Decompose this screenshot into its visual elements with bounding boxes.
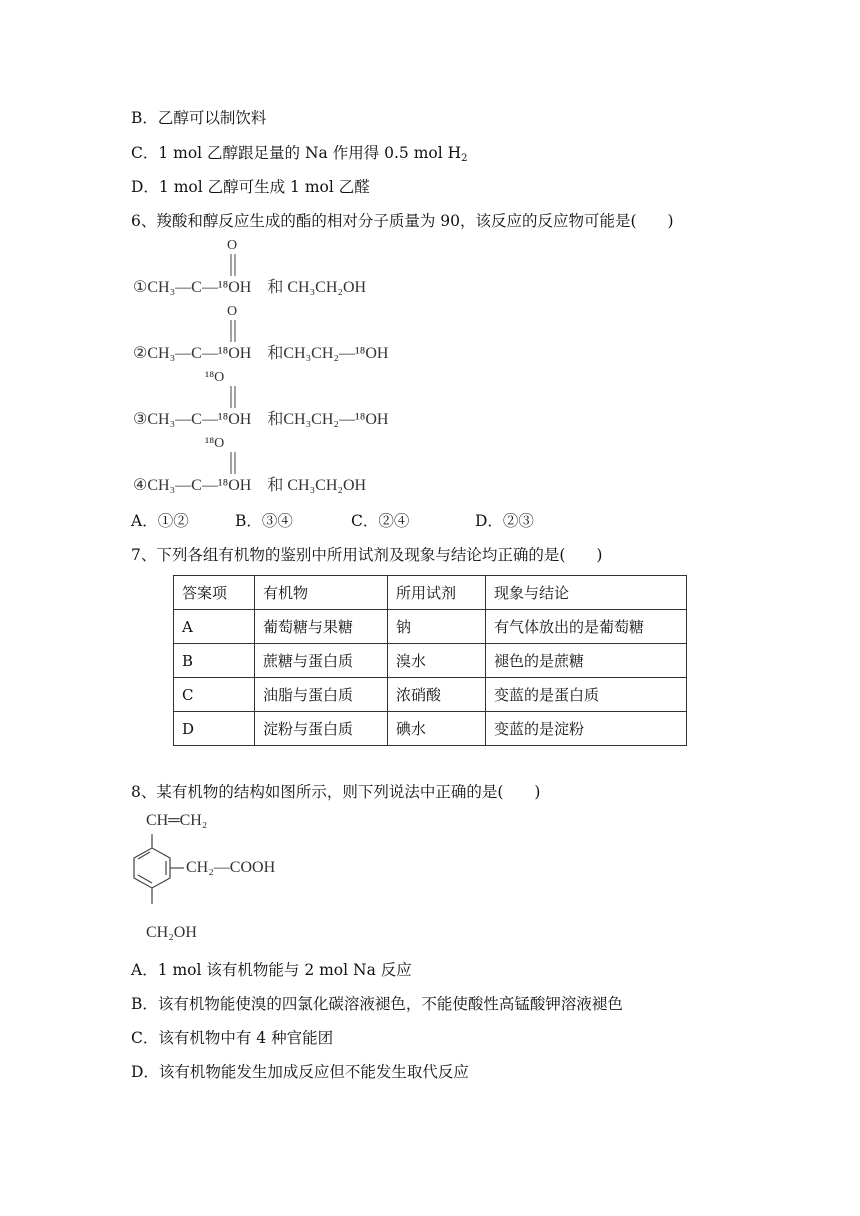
- table-cell: 变蓝的是蛋白质: [486, 678, 687, 712]
- q6-option-a: A．①②: [131, 512, 189, 530]
- q8-stem: 8、某有机物的结构如图所示，则下列说法中正确的是( ): [131, 783, 541, 801]
- conjunction: 和: [267, 279, 284, 296]
- table-row: [174, 610, 687, 644]
- acid-tail: —¹⁸OH: [201, 411, 252, 428]
- table-cell: A: [174, 610, 255, 644]
- vinyl-group: CH═CH₂: [146, 812, 208, 829]
- table-header: 所用试剂: [388, 576, 486, 610]
- table-cell: C: [174, 678, 255, 712]
- conjunction: 和: [267, 477, 284, 494]
- carbonyl-o-label: ¹⁸O: [205, 436, 225, 451]
- q8-option-d: D．该有机物能发生加成反应但不能发生取代反应: [131, 1063, 469, 1081]
- table-cell: D: [174, 712, 255, 746]
- table-cell: 淀粉与蛋白质: [255, 712, 388, 746]
- hydroxymethyl-group: CH₂OH: [146, 924, 197, 941]
- table-row: [174, 644, 687, 678]
- table-header: 有机物: [255, 576, 388, 610]
- table-cell: 钠: [388, 610, 486, 644]
- pair-number: ③: [133, 411, 148, 428]
- table-row: [174, 678, 687, 712]
- pair-number: ④: [133, 477, 148, 494]
- table-cell: 油脂与蛋白质: [255, 678, 388, 712]
- q7-table: [173, 575, 687, 746]
- table-cell: 褪色的是蔗糖: [486, 644, 687, 678]
- q7-stem: 7、下列各组有机物的鉴别中所用试剂及现象与结论均正确的是( ): [131, 546, 603, 564]
- acid-head: CH₃—C: [147, 411, 202, 428]
- table-header: 答案项: [174, 576, 255, 610]
- q6-option-c: C．②④: [351, 512, 410, 530]
- acid-tail: —¹⁸OH: [201, 345, 252, 362]
- option-b-prev: B．乙醇可以制饮料: [131, 109, 267, 127]
- q8-option-b: B．该有机物能使溴的四氯化碳溶液褪色，不能使酸性高锰酸钾溶液褪色: [131, 995, 623, 1013]
- q6-stem: 6、羧酸和醇反应生成的酯的相对分子质量为 90，该反应的反应物可能是( ): [131, 212, 674, 230]
- table-header-row: [174, 576, 687, 610]
- q6-option-b: B．③④: [235, 512, 293, 530]
- alcohol: CH₃CH₂OH: [287, 279, 367, 296]
- carbonyl-o-label: O: [227, 238, 238, 253]
- q8-structure: [130, 806, 330, 946]
- option-c-prev: C．1 mol 乙醇跟足量的 Na 作用得 0.5 mol $H_2$: [131, 144, 468, 164]
- pair-number: ①: [133, 279, 148, 296]
- table-header: 现象与结论: [486, 576, 687, 610]
- table-cell: 碘水: [388, 712, 486, 746]
- acid-head: CH₃—C: [147, 279, 202, 296]
- table-cell: 浓硝酸: [388, 678, 486, 712]
- conjunction: 和: [267, 345, 284, 362]
- table-cell: 葡萄糖与果糖: [255, 610, 388, 644]
- carbonyl-o-label: ¹⁸O: [205, 370, 225, 385]
- alcohol: CH₃CH₂—¹⁸OH: [283, 345, 389, 362]
- option-d-prev: D．1 mol 乙醇可生成 1 mol 乙醛: [131, 178, 370, 196]
- alcohol: CH₃CH₂OH: [287, 477, 367, 494]
- carbonyl-o-label: O: [227, 304, 238, 319]
- table-row: [174, 712, 687, 746]
- table-cell: 变蓝的是淀粉: [486, 712, 687, 746]
- acid-head: CH₃—C: [147, 477, 202, 494]
- acid-tail: —¹⁸OH: [201, 477, 252, 494]
- q6-option-d: D．②③: [475, 512, 534, 530]
- q8-option-a: A．1 mol 该有机物能与 2 mol Na 反应: [131, 961, 412, 979]
- table-cell: 溴水: [388, 644, 486, 678]
- table-cell: 蔗糖与蛋白质: [255, 644, 388, 678]
- pair-number: ②: [133, 345, 148, 362]
- table-cell: 有气体放出的是葡萄糖: [486, 610, 687, 644]
- q6-options: [131, 509, 534, 531]
- alcohol: CH₃CH₂—¹⁸OH: [283, 411, 389, 428]
- q8-option-c: C．该有机物中有 4 种官能团: [131, 1029, 334, 1047]
- conjunction: 和: [267, 411, 284, 428]
- acetic-acid-group: CH₂—COOH: [186, 859, 276, 876]
- acid-tail: —¹⁸OH: [201, 279, 252, 296]
- table-cell: B: [174, 644, 255, 678]
- acid-head: CH₃—C: [147, 345, 202, 362]
